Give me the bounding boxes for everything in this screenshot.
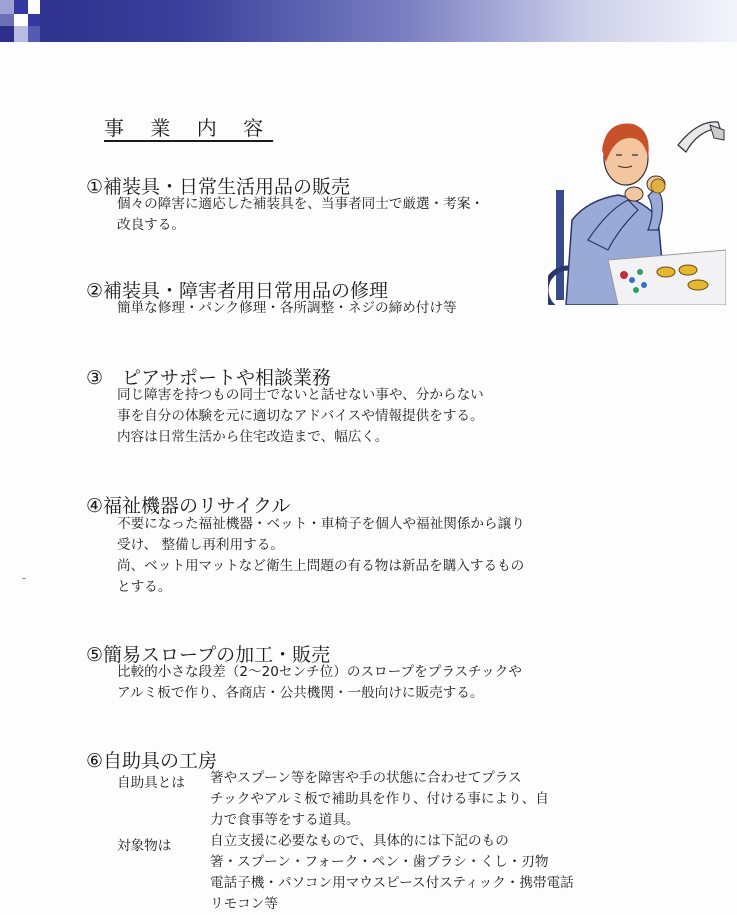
section-text bbox=[117, 662, 522, 704]
section-heading: ④福祉機器のリサイクル bbox=[86, 495, 291, 517]
text-line: 自立支援に必要なもので、具体的には下記のもの bbox=[210, 833, 509, 849]
text-line: 尚、ベット用マットなど衛生上問題の有る物は新品を購入するもの bbox=[117, 558, 525, 574]
section-heading: ⑥自助具の工房 bbox=[86, 750, 218, 772]
text-line: 同じ障害を持つもの同士でないと話せない事や、分からない bbox=[117, 387, 484, 403]
section-text bbox=[117, 194, 484, 236]
section-text bbox=[117, 514, 525, 598]
text-line: 個々の障害に適応した補装具を、当事者同士で厳選・考案・ bbox=[117, 196, 485, 212]
text-line: 受け、 整備し再利用する。 bbox=[117, 537, 284, 553]
scan-speck bbox=[22, 578, 26, 579]
banner-square bbox=[14, 26, 28, 42]
banner-square bbox=[14, 0, 28, 14]
text-line: 箸・スプーン・フォーク・ペン・歯ブラシ・くし・刃物 bbox=[210, 854, 549, 870]
text-line: アルミ板で作り、各商店・公共機関・一般向けに販売する。 bbox=[117, 685, 484, 701]
jijogu-definition bbox=[210, 768, 549, 831]
banner-square bbox=[0, 14, 14, 26]
text-line: 事を自分の体験を元に適切なアドバイスや情報提供をする。 bbox=[117, 408, 484, 424]
jijogu-label: 自助具とは bbox=[117, 775, 185, 791]
section-heading: ⑤簡易スロープの加工・販売 bbox=[86, 644, 331, 666]
text-line: 箸やスプーン等を障害や手の状態に合わせてプラス bbox=[210, 770, 522, 786]
section-text bbox=[117, 298, 457, 319]
text-line: チックやアルミ板で補助具を作り、付ける事により、自 bbox=[210, 791, 549, 807]
text-line: 不要になった福祉機器・ベット・車椅子を個人や福祉関係から譲り bbox=[117, 516, 525, 532]
header-banner bbox=[0, 0, 737, 42]
text-line: 力で食事等をする道具。 bbox=[210, 812, 360, 828]
target-label: 対象物は bbox=[117, 838, 172, 854]
section-heading: ③ ピアサポートや相談業務 bbox=[86, 367, 332, 389]
banner-square bbox=[0, 0, 14, 14]
banner-square bbox=[14, 14, 28, 26]
text-line: リモコン等 bbox=[210, 896, 278, 912]
text-line: 比較的小さな段差（2～20センチ位）のスロープをプラスチックや bbox=[117, 664, 522, 680]
target-list bbox=[210, 831, 574, 915]
banner-square bbox=[28, 14, 40, 26]
text-line: とする。 bbox=[117, 579, 172, 595]
section-heading: ①補装具・日常生活用品の販売 bbox=[86, 176, 351, 198]
section-heading: ②補装具・障害者用日常用品の修理 bbox=[86, 280, 389, 302]
text-line: 改良する。 bbox=[117, 217, 185, 233]
banner-square bbox=[28, 26, 40, 42]
craftsman-illustration bbox=[548, 100, 726, 305]
text-line: 内容は日常生活から住宅改造まで、幅広く。 bbox=[117, 429, 389, 445]
banner-square bbox=[28, 0, 40, 14]
text-line: 簡単な修理・パンク修理・各所調整・ネジの締め付け等 bbox=[117, 300, 457, 316]
page-title: 事 業 内 容 bbox=[104, 116, 274, 140]
section-text bbox=[117, 385, 484, 448]
text-line: 電話子機・パソコン用マウスピース付スティック・携帯電話 bbox=[210, 875, 574, 891]
